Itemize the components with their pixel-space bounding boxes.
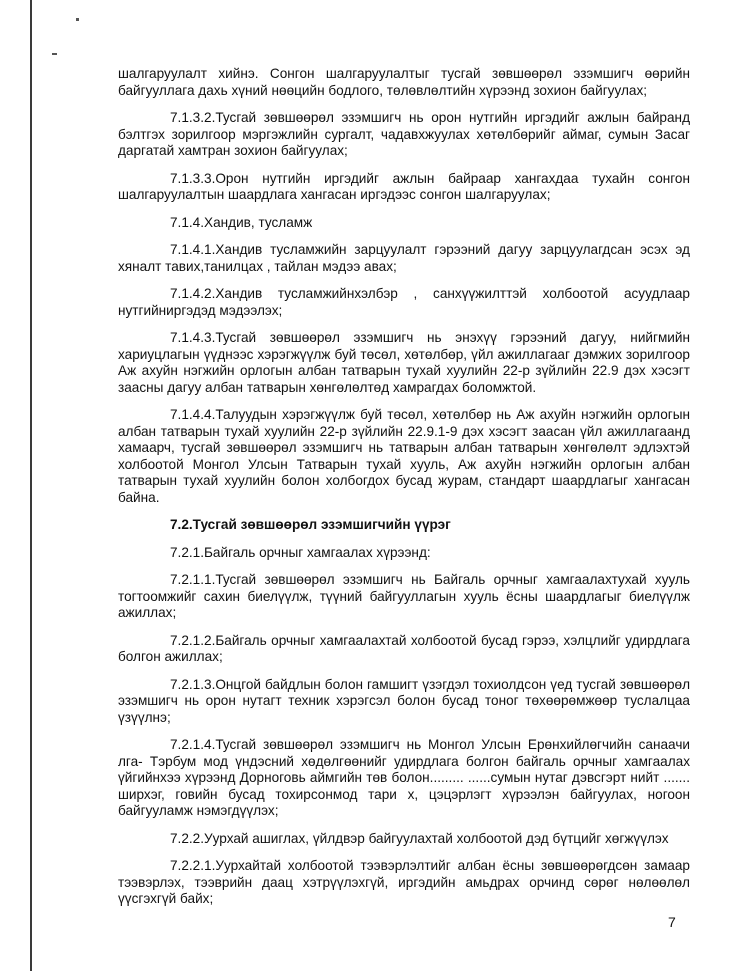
paragraph: 7.1.3.2.Тусгай зөвшөөрөл эзэмшигч нь орон нутгийн иргэдийг ажлын байранд бэлтгэх зорилгоор мэргэжлийн сургалт, чадавхжуулах хөтөлбөрийг аймаг, сумын Засаг даргатай хамтран зохион байгуулах; — [118, 110, 690, 158]
scan-speck — [76, 18, 79, 21]
paragraph: 7.1.4.Хандив, тусламж — [170, 214, 313, 230]
paragraph: 7.1.3.3.Орон нутгийн иргэдийг ажлын байраар хангахдаа тухайн сонгон шалгаруулалтын шаардлага хангасан иргэдээс сонгон шалгаруулах; — [118, 170, 690, 202]
paragraph: 7.2.1.4.Тусгай зөвшөөрөл эзэмшигч нь Монгол Улсын Ерөнхийлөгчийн санаачи лга- Тэрбум мод үндэсний хөдөлгөөнийг удирдлага болгон байгаль орчныг хамгаалах үйгийнхээ хүрээнд Дорноговь аймгийн төв болон......... ......сумын нутаг дэвсгэрт нийт ....... ширхэг, говийн бусад тохирсонмод тари х, цэцэрлэгт хүрээлэн байгуулах, ногоон байгууламж нэмэгдүүлэх; — [118, 737, 690, 818]
paragraph: 7.2.2.Уурхай ашиглах, үйлдвэр байгуулахтай холбоотой дэд бүтцийг хөгжүүлэх — [170, 830, 669, 846]
paragraph: 7.1.4.4.Талуудын хэрэгжүүлж буй төсөл, хөтөлбөр нь Аж ахуйн нэгжийн орлогын албан татварын тухай хуулийн 22-р зүйлийн 22.9.1-9 дэх хэсэгт заасан үйл ажиллагаанд хамаарч, тусгай зөвшөөрөл эзэмшигч нь татварын албан татварын хөнгөлөлт эдлэхтэй холбоотой Монгол Улсын Татварын тухай хууль, Аж ахуйн нэгжийн орлогын албан татварын тухай хуулийн болон холбогдох бусад журам, стандарт шаардлагыг хангасан байна. — [118, 407, 690, 505]
paragraph: 7.1.4.3.Тусгай зөвшөөрөл эзэмшигч нь энэхүү гэрээний дагуу, нийгмийн хариуцлагын үүднээс хэрэгжүүлж буй төсөл, хөтөлбөр, үйл ажиллагааг дэмжих зорилгоор Аж ахуйн нэгжийн орлогын албан татварын тухай хуулийн 22-р зүйлийн 22.9 дэх хэсэгт заасны дагуу албан татварын хөнгөлөлтөд хамрагдах боломжтой. — [118, 330, 690, 395]
paragraph: 7.2.1.Байгаль орчныг хамгаалах хүрээнд: — [170, 544, 431, 560]
scan-left-border — [30, 0, 32, 971]
document-body — [118, 66, 690, 919]
paragraph: 7.1.4.2.Хандив тусламжийнхэлбэр , санхүүжилттэй холбоотой асуудлаар нутгийниргэдэд мэдээлэх; — [118, 286, 690, 318]
paragraph: 7.2.1.3.Онцгой байдлын болон гамшигт үзэгдэл тохиолдсон үед тусгай зөвшөөрөл эзэмшигч нь орон нутагт техник хэрэгсэл болон бусад тоног төхөөрөмжөөр туслалцаа үзүүлнэ; — [118, 676, 690, 725]
paragraph: 7.2.2.1.Уурхайтай холбоотой тээвэрлэлтийг албан ёсны зөвшөөрөгдсөн замаар тээвэрлэх, тээврийн даац хэтрүүлэхгүй, иргэдийн амьдрах орчинд сөрөг нөлөөлөл үүсгэхгүй байх; — [118, 858, 690, 906]
section-heading: 7.2.Тусгай зөвшөөрөл эзэмшигчийн үүрэг — [170, 517, 451, 532]
scan-speck — [52, 53, 57, 55]
paragraph: 7.2.1.1.Тусгай зөвшөөрөл эзэмшигч нь Байгаль орчныг хамгаалахтухай хууль тогтоомжийг сахин биелүүлж, түүний байгууллагын хууль ёсны шаардлагыг биелүүлж ажиллах; — [118, 572, 690, 620]
paragraph: 7.2.1.2.Байгаль орчныг хамгаалахтай холбоотой бусад гэрээ, хэлцлийг удирдлага болгон ажиллах; — [118, 632, 690, 664]
paragraph: шалгаруулалт хийнэ. Сонгон шалгаруулалтыг тусгай зөвшөөрөл эзэмшигч өөрийн байгууллага дахь хүний нөөцийн бодлого, төлөвлөлтийн хүрээнд зохион байгуулах; — [118, 66, 690, 98]
page-number: 7 — [668, 914, 676, 930]
paragraph: 7.1.4.1.Хандив тусламжийн зарцуулалт гэрээний дагуу зарцуулагдсан эсэх эд хяналт тавих,танилцах , тайлан мэдээ авах; — [118, 242, 690, 274]
